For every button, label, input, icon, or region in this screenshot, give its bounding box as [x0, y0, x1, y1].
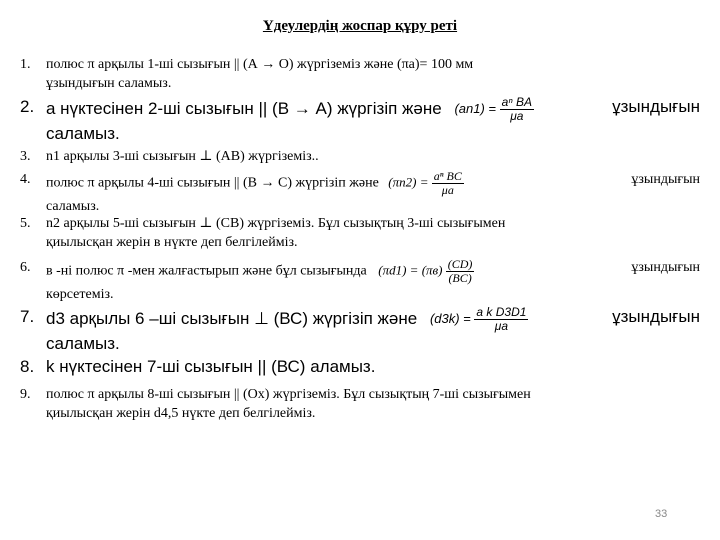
- item-text-line: қиылысқан жерін в нүкте деп белгілейміз.: [46, 235, 298, 250]
- list-item: [20, 306, 700, 352]
- fraction-numerator: aⁿ BC: [433, 169, 462, 183]
- fraction-denominator: μa: [494, 319, 509, 333]
- item-text-line: полюс π арқылы 8-ші сызығын || (Ох) жүргіземіз. Бұл сызықтың 7-ші сызығымен: [46, 387, 531, 402]
- page-number: 33: [655, 508, 668, 520]
- fraction-denominator: μa: [510, 109, 524, 123]
- formula-lhs: (d3k) =: [429, 310, 471, 326]
- item-text-line: полюс π арқылы 1-ші сызығын || (А → О) жүргіземіз және (πа)= 100 мм: [46, 57, 474, 72]
- list-item: [20, 169, 700, 214]
- item-text-line: саламыз.: [46, 334, 120, 353]
- formula-fraction: [446, 258, 475, 285]
- fraction-numerator: (CD): [447, 257, 473, 271]
- item-text: ұзындығын: [631, 172, 700, 187]
- item-number: 4.: [20, 172, 31, 187]
- item-number: 2.: [20, 97, 35, 116]
- item-text-line: ұзындығын саламыз.: [46, 76, 172, 91]
- item-text-line: саламыз.: [46, 124, 120, 143]
- item-text-line: қиылысқан жерін d4,5 нүкте деп белгілейміз.: [46, 406, 316, 421]
- formula: [378, 258, 474, 285]
- formula-fraction: [432, 170, 464, 197]
- item-text-line: k нүктесінен 7-ші сызығын || (ВС) аламыз.: [46, 357, 376, 376]
- list-item: [20, 385, 700, 425]
- item-text: а нүктесінен 2-ші сызығын || (В → А) жүргізіп және: [46, 98, 442, 118]
- item-number: 8.: [20, 357, 35, 376]
- item-number: 6.: [20, 260, 31, 275]
- item-number: 3.: [20, 149, 31, 164]
- item-text: ұзындығын: [631, 260, 700, 275]
- page-title: Үдеулердің жоспар құру реті: [262, 18, 458, 34]
- item-text-line: саламыз.: [46, 199, 100, 214]
- fraction-numerator: aⁿ BA: [501, 95, 533, 109]
- item-number: 7.: [20, 307, 35, 326]
- item-text: полюс π арқылы 4-ші сызығын || (В → С) жүргізіп және: [46, 175, 379, 191]
- formula-lhs: (an1) =: [454, 100, 496, 116]
- fraction-denominator: μa: [441, 183, 454, 197]
- fraction-numerator: a k D3D1: [476, 305, 527, 319]
- formula-fraction: [500, 96, 534, 123]
- formula-lhs: (πd1) = (πв): [378, 262, 443, 278]
- list-item: [20, 356, 700, 378]
- formula: [430, 306, 528, 333]
- item-number: 5.: [20, 216, 31, 231]
- formula: [454, 96, 534, 123]
- list-item: [20, 147, 700, 167]
- formula-fraction: [474, 306, 528, 333]
- item-text-line: көрсетеміз.: [46, 287, 114, 302]
- item-number: 9.: [20, 387, 31, 402]
- item-number: 1.: [20, 57, 31, 72]
- item-text-line: n1 арқылы 3-ші сызығын ⊥ (АВ) жүргіземіз..: [46, 149, 319, 164]
- list-item: [20, 258, 700, 302]
- item-text: ұзындығын: [612, 97, 700, 116]
- item-text: ұзындығын: [612, 307, 700, 326]
- item-text-line: n2 арқылы 5-ші сызығын ⊥ (СВ) жүргіземіз. Бұл сызықтың 3-ші сызығымен: [46, 216, 506, 231]
- item-text: d3 арқылы 6 –шi сызығын ⊥ (ВС) жүргізіп және: [46, 308, 418, 328]
- item-text: в -ні полюс π -мен жалғастырып және бұл сызығында: [46, 263, 367, 279]
- formula-lhs: (πn2) =: [388, 174, 429, 190]
- list-item: [20, 214, 700, 254]
- list-item: [20, 55, 700, 95]
- formula: [388, 170, 464, 197]
- fraction-denominator: (BC): [448, 271, 472, 285]
- list-item: [20, 96, 700, 142]
